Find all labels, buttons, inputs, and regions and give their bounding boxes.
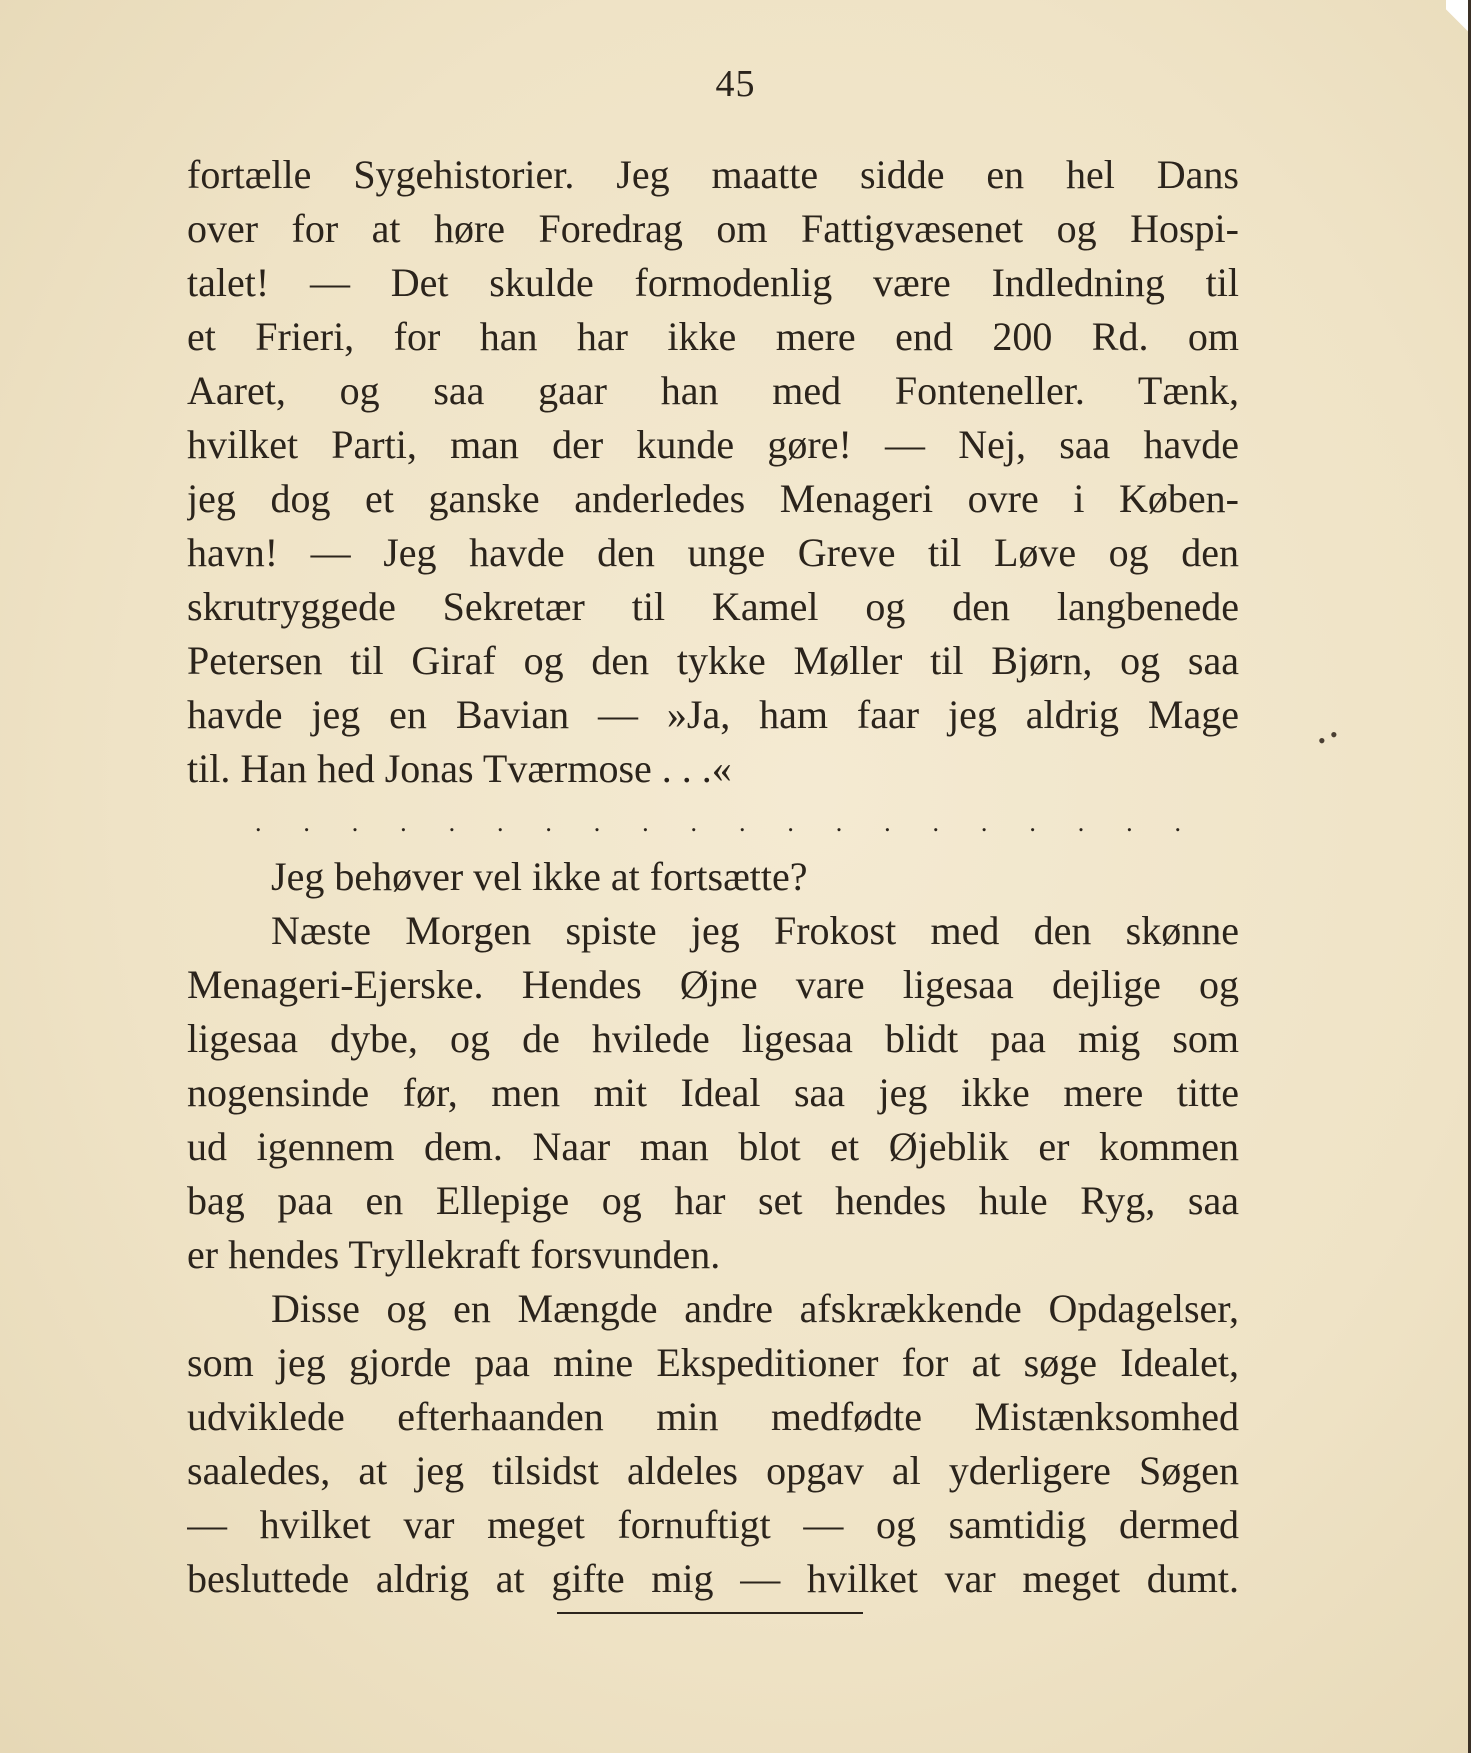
text-line: Disse og en Mængde andre afskrækkende Opdagelser, bbox=[271, 1286, 1239, 1331]
text-line: jeg dog et ganske anderledes Menageri ovre i Køben- bbox=[187, 476, 1239, 521]
section-end-rule bbox=[557, 1612, 863, 1614]
margin-speck: • bbox=[1330, 722, 1338, 747]
text-line: er hendes Tryllekraft forsvunden. bbox=[187, 1232, 721, 1277]
text-line: nogensinde før, men mit Ideal saa jeg ikke mere titte bbox=[187, 1070, 1239, 1115]
ellipsis-row: . . . . . . . . . . . . . . . . . . . . bbox=[255, 808, 1181, 837]
margin-speck: • bbox=[1318, 728, 1326, 753]
text-line: skrutryggede Sekretær til Kamel og den langbenede bbox=[187, 584, 1239, 629]
text-line: Aaret, og saa gaar han med Fonteneller. Tænk, bbox=[187, 368, 1239, 413]
text-line: ligesaa dybe, og de hvilede ligesaa blidt paa mig som bbox=[187, 1016, 1239, 1061]
text-line: Jeg behøver vel ikke at fortsætte? bbox=[271, 854, 808, 899]
page-corner bbox=[1446, 0, 1468, 40]
text-line: til. Han hed Jonas Tværmose . . .« bbox=[187, 746, 732, 791]
text-line: havde jeg en Bavian — »Ja, ham faar jeg aldrig Mage bbox=[187, 692, 1239, 737]
text-line: over for at høre Foredrag om Fattigvæsenet og Hospi- bbox=[187, 206, 1239, 251]
text-line: udviklede efterhaanden min medfødte Mistænksomhed bbox=[187, 1394, 1239, 1439]
text-line: — hvilket var meget fornuftigt — og samtidig dermed bbox=[187, 1502, 1239, 1547]
text-line: saaledes, at jeg tilsidst aldeles opgav al yderligere Søgen bbox=[187, 1448, 1239, 1493]
text-line: et Frieri, for han har ikke mere end 200 Rd. om bbox=[187, 314, 1239, 359]
text-line: bag paa en Ellepige og har set hendes hule Ryg, saa bbox=[187, 1178, 1239, 1223]
text-line: havn! — Jeg havde den unge Greve til Løve og den bbox=[187, 530, 1239, 575]
text-line: Næste Morgen spiste jeg Frokost med den skønne bbox=[271, 908, 1239, 953]
body-text bbox=[187, 148, 1239, 1606]
text-line: som jeg gjorde paa mine Ekspeditioner for at søge Idealet, bbox=[187, 1340, 1239, 1385]
text-line: besluttede aldrig at gifte mig — hvilket var meget dumt. bbox=[187, 1556, 1239, 1601]
text-line: Petersen til Giraf og den tykke Møller til Bjørn, og saa bbox=[187, 638, 1239, 683]
page-number: 45 bbox=[715, 63, 756, 105]
text-line: talet! — Det skulde formodenlig være Indledning til bbox=[187, 260, 1239, 305]
text-line: fortælle Sygehistorier. Jeg maatte sidde en hel Dans bbox=[187, 152, 1239, 197]
text-line: hvilket Parti, man der kunde gøre! — Nej, saa havde bbox=[187, 422, 1239, 467]
text-line: ud igennem dem. Naar man blot et Øjeblik er kommen bbox=[187, 1124, 1239, 1169]
text-line: Menageri-Ejerske. Hendes Øjne vare ligesaa dejlige og bbox=[187, 962, 1239, 1007]
